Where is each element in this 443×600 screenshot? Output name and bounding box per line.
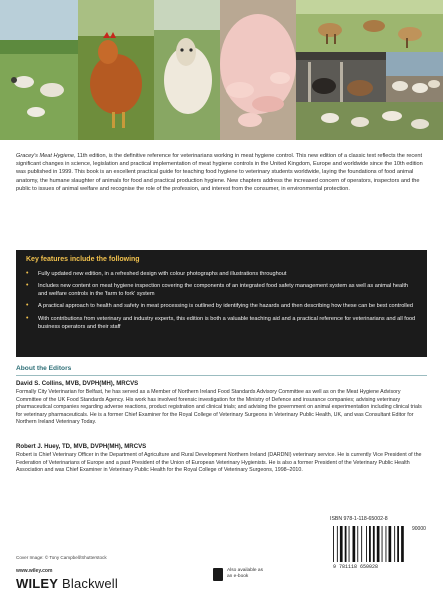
deer-photo-icon [296, 0, 443, 52]
feature-text: Fully updated new edition, in a refreshed design with colour photographs and illustrations throughout [38, 271, 287, 277]
cover-image-credit: Cover Image: © Tony Campbell/Shutterstock [16, 555, 107, 560]
bullet-icon: • [26, 302, 29, 310]
photo-collage [0, 0, 443, 140]
about-editors-heading: About the Editors [16, 365, 72, 372]
intro-paragraph [16, 152, 426, 193]
bullet-icon: • [26, 314, 29, 322]
feature-text: With contributions from veterinary and industry experts, this edition is both a valuable teaching aid and a practical reference for veterinarians and all food business operators and their staff [38, 315, 416, 330]
logo-wiley: WILEY [16, 576, 59, 591]
bullet-icon: • [26, 282, 29, 290]
ebook-label: Also available as an e-book [227, 568, 263, 579]
feature-text: Includes new content on meat hygiene inspection covering the components of an integrated food safety management system as well as animal health and welfare controls in the 'farm to fork' system [38, 283, 409, 298]
logo-blackwell: Blackwell [61, 576, 118, 591]
key-features-title: Key features include the following [26, 256, 140, 263]
cover-photo-strip [0, 0, 443, 140]
piglets-photo-icon [220, 0, 296, 140]
bullet-icon: • [26, 270, 29, 277]
ebook-icon [213, 568, 223, 581]
publisher-logo [16, 576, 118, 591]
section-divider [16, 375, 427, 376]
barcode-top-number: 90000 [412, 526, 426, 532]
key-features-box [16, 250, 427, 357]
sheep-field-photo-icon [0, 0, 78, 140]
publisher-url[interactable]: www.wiley.com [16, 568, 53, 574]
list-item [26, 270, 418, 278]
list-item [26, 315, 418, 331]
list-item [26, 302, 418, 310]
editor-bio: Formally City Veterinarian for Belfast, he has served as a Member of Northern Ireland Food Standards Advisory Committee as well as on the Meat Hygiene Advisory Committee of the UK Food Standards Agency. His work has involved forensic investigation for the Ministry of Defence and insurance companies; advising veterinary pharmaceutical companies regarding adverse reactions, product registration and clinical trials; and advising the government on animal experimentation including clinical trials for veterinary pharmaceuticals. He is a former Chief Examiner for the Royal College of Veterinary Surgeons in Veterinary Public Health, UK, and was Consultant Editor for Northern Ireland Veterinary Today. [16, 389, 422, 426]
book-title: Gracey's Meat Hygiene [16, 153, 74, 159]
key-features-list [26, 270, 418, 335]
editor-name: David S. Collins, MVB, DVPH(MH), MRCVS [16, 380, 139, 387]
editor-name: Robert J. Huey, TD, MVB, DVPH(MH), MRCVS [16, 443, 147, 450]
feature-text: A practical approach to health and safety in meat processing is outlined by identifying the hazards and then describing how these can be best controlled [38, 303, 414, 310]
sheep-photo-icon [154, 0, 220, 140]
intro-text: , 11th edition, is the definitive reference for veterinarians working in meat hygiene control. This new edition of a classic text reflects the recent significant changes in science, legislation and practical implementation of meat hygiene controls in the United Kingdom, Europe and worldwide since the 10th edition was published in 1999. This book is an excellent practical guide for teaching food hygiene to veterinary students worldwide, laying the foundations of food animal anatomy, the humane slaughter of animals for food and practical production hygiene. New chapters address the increased concern of operators, inspectors and the public to issues of animal welfare and recognise the role of the profession, and interest from the consumer, in environmental protection. [16, 153, 423, 192]
isbn-text: ISBN 978-1-118-65002-8 [330, 516, 388, 522]
editor-bio: Robert is Chief Veterinary Officer in the Department of Agriculture and Rural Development Northern Ireland (DARDNI) veterinary service. He is currently Vice President of the Federation of Veterinarians of Europe and a past President of the Union of European Veterinary Hygienists. He is also a former President of the Veterinary Public Health Association and was Chief Examiner in Veterinary Public Health for the Royal College of Veterinary Surgeons, 1998–2010. [16, 452, 422, 474]
barcode [329, 524, 428, 570]
cattle-photo-icon [296, 52, 386, 102]
list-item [26, 282, 418, 298]
barcode-digits: 9 781118 650028 [333, 564, 379, 570]
hen-photo-icon [78, 0, 154, 140]
barcode-icon [333, 526, 404, 562]
